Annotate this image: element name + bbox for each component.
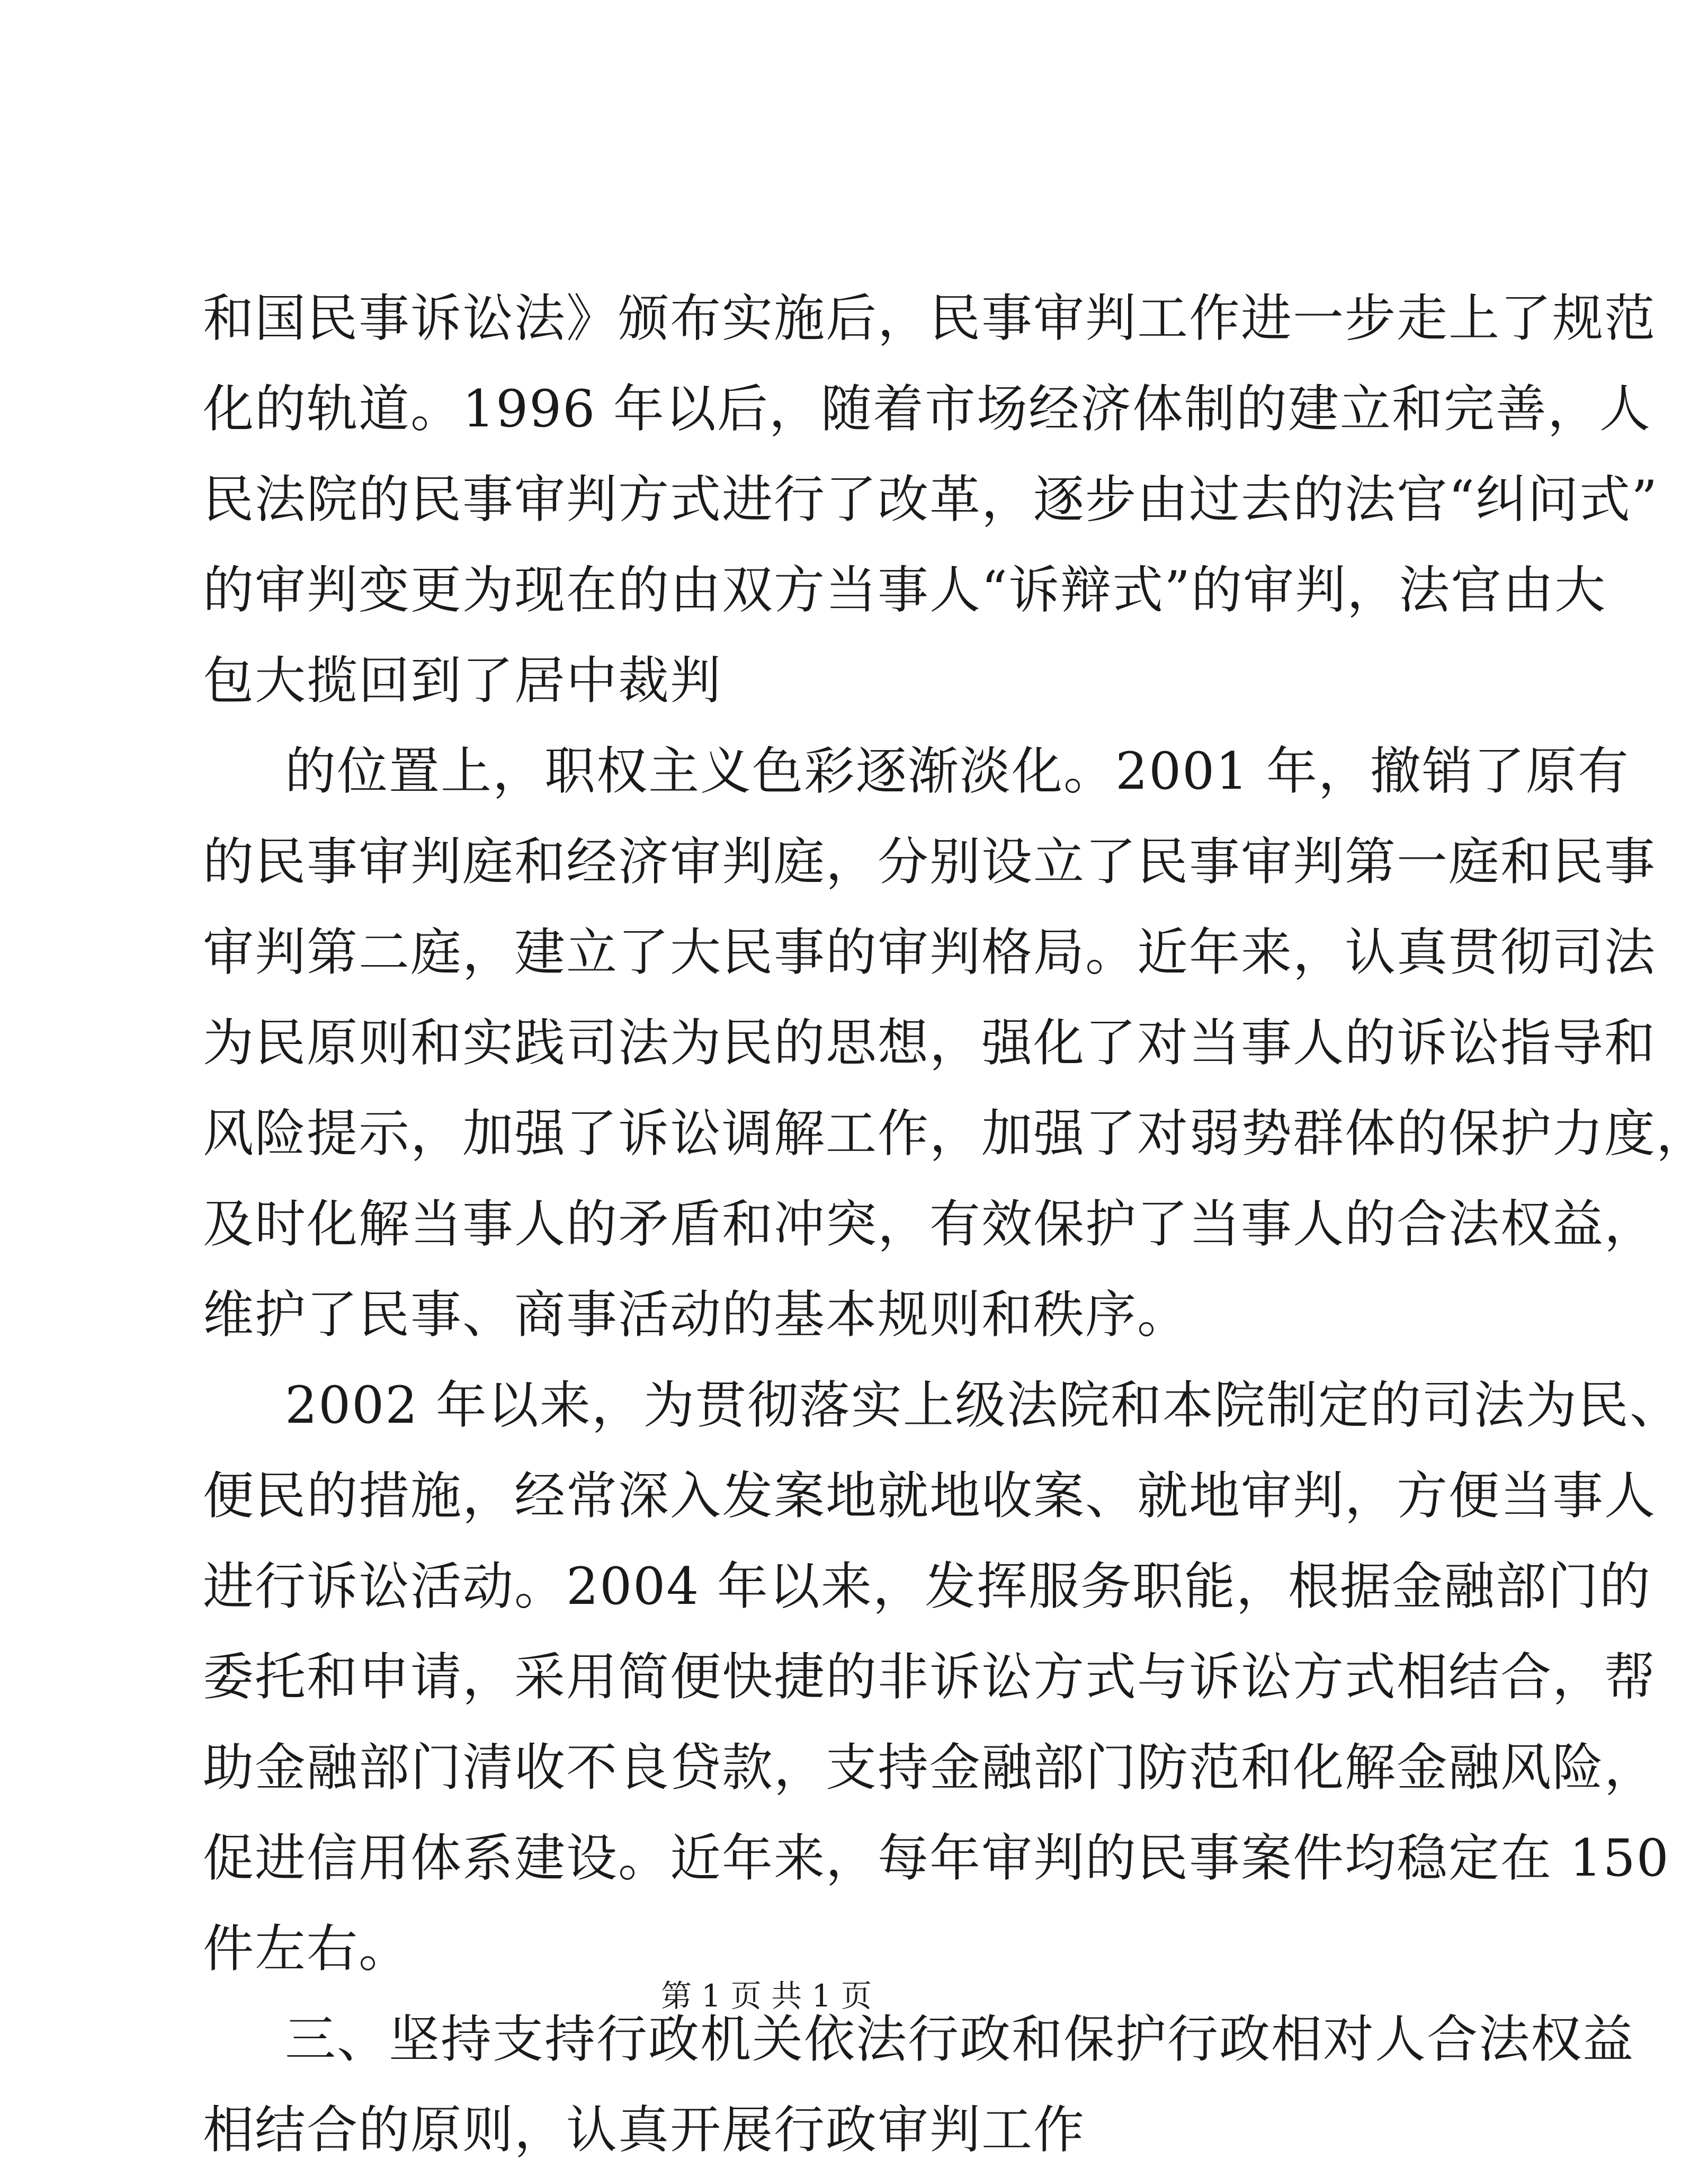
body-text-line: 件左右。 — [203, 1919, 410, 1978]
body-text-line: 的民事审判庭和经济审判庭，分别设立了民事审判第一庭和民事 — [203, 832, 1656, 891]
body-text-line: 便民的措施，经常深入发案地就地收案、就地审判，方便当事人 — [203, 1466, 1656, 1525]
body-text-line: 进行诉讼活动。2004 年以来，发挥服务职能，根据金融部门的 — [203, 1557, 1651, 1616]
body-text-line: 促进信用体系建设。近年来，每年审判的民事案件均稳定在 150 — [203, 1828, 1670, 1888]
paragraph-first-line: 2002 年以来，为贯彻落实上级法院和本院制定的司法为民、 — [285, 1376, 1682, 1435]
body-text-line: 及时化解当事人的矛盾和冲突，有效保护了当事人的合法权益， — [203, 1194, 1656, 1254]
body-text-line: 民法院的民事审判方式进行了改革，逐步由过去的法官“纠问式” — [203, 470, 1659, 529]
body-text-line: 委托和申请，采用简便快捷的非诉讼方式与诉讼方式相结合，帮 — [203, 1647, 1656, 1707]
body-text-line: 化的轨道。1996 年以后，随着市场经济体制的建立和完善，人 — [203, 379, 1651, 439]
section-heading-line: 三、坚持支持行政机关依法行政和保护行政相对人合法权益 — [285, 2010, 1634, 2069]
body-text-line: 维护了民事、商事活动的基本规则和秩序。 — [203, 1285, 1189, 1344]
paragraph-first-line: 的位置上，职权主义色彩逐渐淡化。2001 年，撤销了原有 — [285, 742, 1630, 801]
body-text-line: 为民原则和实践司法为民的思想，强化了对当事人的诉讼指导和 — [203, 1013, 1656, 1073]
body-text-line: 审判第二庭，建立了大民事的审判格局。近年来，认真贯彻司法 — [203, 923, 1656, 982]
body-text-line: 包大揽回到了居中裁判 — [203, 651, 722, 710]
page-footer: 第 1 页 共 1 页 — [661, 1978, 872, 2014]
section-heading-line: 相结合的原则，认真开展行政审判工作 — [203, 2100, 1085, 2160]
body-text-line: 风险提示，加强了诉讼调解工作，加强了对弱势群体的保护力度， — [203, 1104, 1708, 1163]
body-text-line: 助金融部门清收不良贷款，支持金融部门防范和化解金融风险， — [203, 1738, 1656, 1797]
body-text-line: 的审判变更为现在的由双方当事人“诉辩式”的审判，法官由大 — [203, 560, 1607, 620]
body-text-line: 和国民事诉讼法》颁布实施后，民事审判工作进一步走上了规范 — [203, 289, 1656, 348]
